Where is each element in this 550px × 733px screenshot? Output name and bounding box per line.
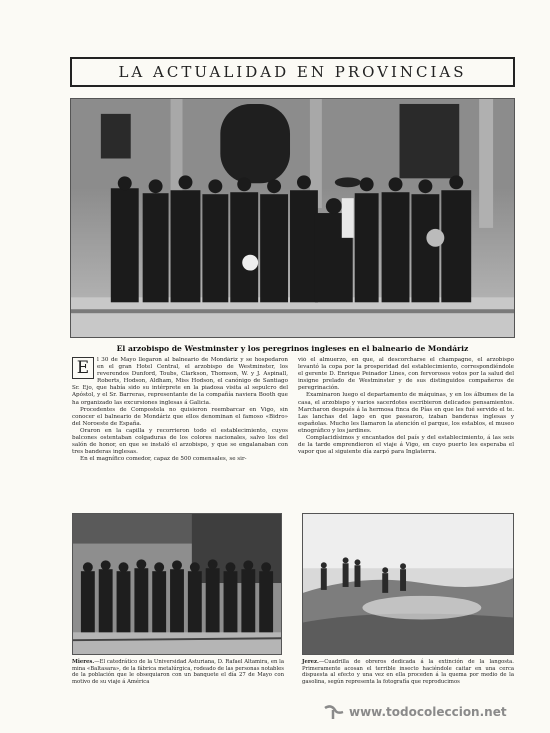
article-column-2 bbox=[298, 357, 514, 507]
caption-place: Jerez. bbox=[302, 659, 319, 665]
mieres-caption bbox=[72, 659, 284, 685]
jerez-caption bbox=[302, 659, 514, 685]
todocoleccion-logo-icon bbox=[323, 704, 345, 720]
main-photo bbox=[70, 98, 515, 338]
caption-text: —El catedrático de la Universidad Asturiana, D. Rafael Altamira, en la mina «Baltasara», de la fábrica metalúrgica, rodeado de las personas notables de la población que le obsequiaron con un banquete el día 27 de Mayo con motivo de su viaje á América bbox=[72, 659, 284, 685]
article-paragraph: l 30 de Mayo llegaron al balneario de Mondáriz y se hospedaron en el gran Hotel Central, el arzobispo de Westminster, los reverendos Dunford, Toubs, Clarkson, Thomson, W. y J. Aspinall, Roberts, Hodson, Aldham, Miss Hodson, el canónigo de Santiago Sr. Ejo, que había sido su intérprete en la piadosa visita al sepulcro del Apóstol, y el Sr. Barreras, representante de la compañía naviera Booth que ha organizado las excursiones inglesas á Galicia. bbox=[72, 357, 288, 406]
article-paragraph: Examinaron luego el departamento de máquinas, y en los álbumes de la casa, el arzobispo y varios sacerdotes escribieron delicados pensamientos. Marcharon después á la hermosa finca de Pías en que les fué servido el te. Las lanchas del lago en que pasearon, izaban banderas inglesas y españolas. Mucho les llamaron la atención el parque, los establos, el museo etnográfico y los jardines. bbox=[298, 392, 514, 434]
caption-place: Mieres. bbox=[72, 659, 95, 665]
article-columns bbox=[72, 357, 514, 507]
article-paragraph: Complacidísimos y encantados del país y del establecimiento, á las seis de la tarde emprendieron el viaje á Vigo, en cuyo puerto les esperaba el vapor que al siguiente día zarpó para Inglaterra. bbox=[298, 435, 514, 456]
dropcap-letter: E bbox=[72, 357, 94, 379]
mieres-photo bbox=[72, 513, 282, 655]
watermark[interactable] bbox=[323, 704, 507, 720]
article-paragraph: Oraron en la capilla y recorrieron todo el establecimiento, cuyos balcones ostentaban colgaduras de los colores nacionales, salvo los del salón de honor, en que se instaló el arzobispo, y que se engalanaban con tres banderas inglesas. bbox=[72, 427, 288, 456]
watermark-text: www.todocoleccion.net bbox=[349, 705, 507, 719]
article-paragraph: vió el almuerzo, en que, al descorcharse el champagne, el arzobispo levantó la copa por la prosperidad del establecimiento, correspondiéndole el gerente D. Enrique Peinador Lines, con fervorosos votos por la salud del insigne prelado de Westminster y de sus distinguidos compañeros de peregrinación. bbox=[298, 357, 514, 392]
section-title: LA ACTUALIDAD EN PROVINCIAS bbox=[118, 63, 467, 81]
article-column-1 bbox=[72, 357, 288, 507]
article-paragraph: En el magnífico comedor, capaz de 500 comensales, se sir- bbox=[80, 456, 247, 463]
main-photo-caption: El arzobispo de Westminster y los peregrinos ingleses en el balneario de Mondáriz bbox=[116, 344, 469, 353]
caption-text: —Cuadrilla de obreros dedicada á la extinción de la langosta. Primeramente acosan el terrible insecto haciéndole caitar en una cerca dispuesta al efecto y una vez en ella proceden á la quema por medio de la gasolina, según representa la fotografía que reproducimos bbox=[302, 659, 514, 685]
section-header bbox=[70, 57, 515, 87]
jerez-photo bbox=[302, 513, 514, 655]
article-paragraph: Procedentes de Compostela no quisieron reembarcar en Vigo, sin conocer el balneario de Mondáriz que ellos denominan el famoso «Bidro» del Noroeste de España. bbox=[72, 406, 288, 427]
